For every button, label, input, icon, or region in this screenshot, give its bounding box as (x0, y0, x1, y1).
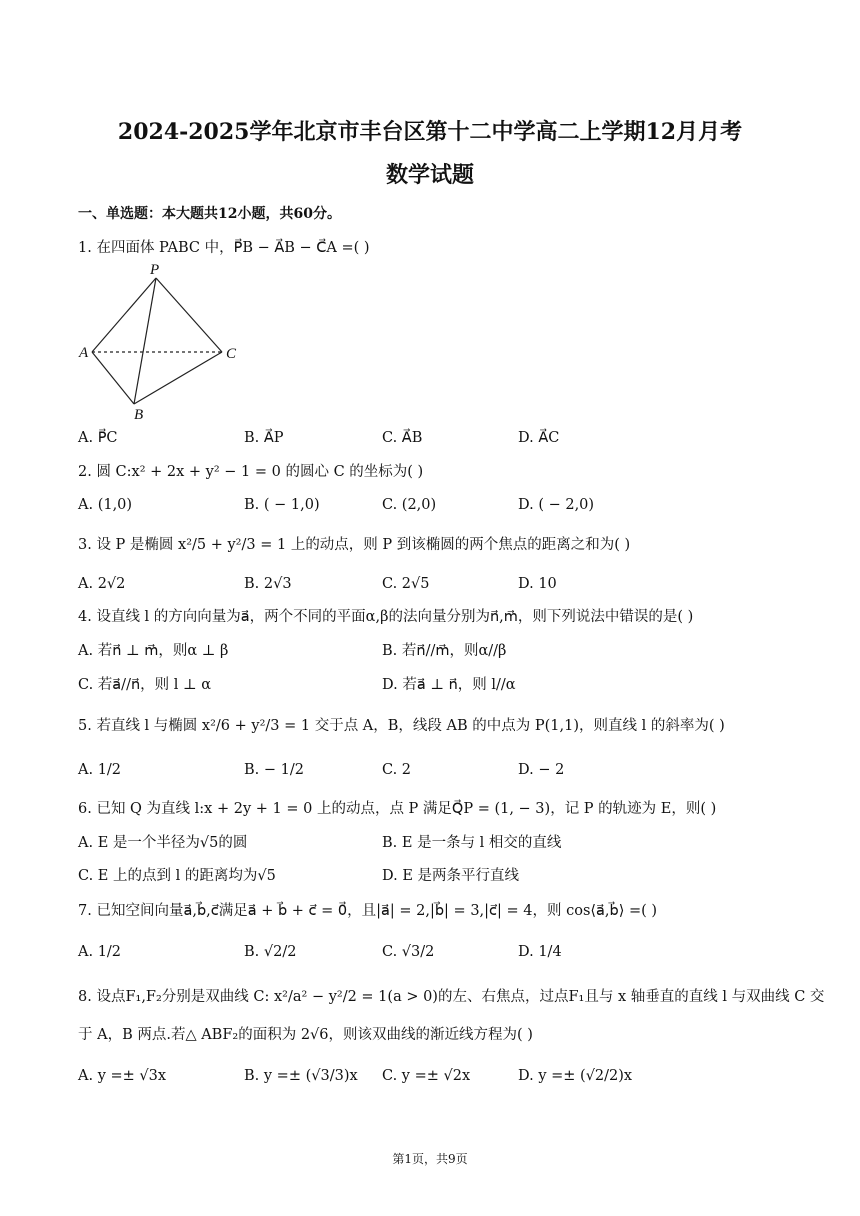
edge-ab (92, 352, 134, 404)
question-5-stem: 5. 若直线 l 与椭圆 x²/6 + y²/3 = 1 交于点 A，B，线段 AB 的中点为 P(1,1)，则直线 l 的斜率为( ) (78, 718, 725, 734)
q2-option-a: A. (1,0) (78, 497, 133, 513)
q7-option-c: C. √3/2 (382, 944, 435, 960)
q2-option-b: B. ( − 1,0) (244, 497, 320, 513)
section-heading: 一、单选题：本大题共12小题，共60分。 (78, 206, 341, 222)
q1-option-c: C. A⃗B (382, 430, 423, 446)
q5-option-d: D. − 2 (518, 762, 565, 778)
q8-option-a: A. y =± √3x (78, 1068, 167, 1084)
question-1-stem: 1. 在四面体 PABC 中，P⃗B − A⃗B − C⃗A =( ) (78, 240, 370, 256)
q4-option-c: C. 若a⃗//n⃗，则 l ⊥ α (78, 677, 212, 693)
edge-pc (156, 278, 222, 352)
page-subtitle: 数学试题 (385, 162, 474, 188)
tetrahedron-figure (70, 258, 250, 423)
question-4-stem: 4. 设直线 l 的方向向量为a⃗，两个不同的平面α,β的法向量分别为n⃗,m⃗，则下列说法中错误的是( ) (78, 609, 694, 625)
q4-option-a: A. 若n⃗ ⊥ m⃗，则α ⊥ β (78, 643, 229, 659)
q8-option-d: D. y =± (√2/2)x (518, 1068, 633, 1084)
q6-option-c: C. E 上的点到 l 的距离均为√5 (78, 868, 276, 884)
q3-option-a: A. 2√2 (78, 576, 126, 592)
q7-option-a: A. 1/2 (78, 944, 122, 960)
label-a: A (79, 345, 89, 361)
question-3-stem: 3. 设 P 是椭圆 x²/5 + y²/3 = 1 上的动点，则 P 到该椭圆的两个焦点的距离之和为( ) (78, 537, 631, 553)
edge-pa (92, 278, 156, 352)
q6-option-b: B. E 是一条与 l 相交的直线 (382, 835, 562, 851)
q5-option-b: B. − 1/2 (244, 762, 304, 778)
edge-cb (134, 352, 222, 404)
q1-option-b: B. A⃗P (244, 430, 284, 446)
q3-option-b: B. 2√3 (244, 576, 292, 592)
q8-option-b: B. y =± (√3/3)x (244, 1068, 358, 1084)
question-8-stem: 8. 设点F₁,F₂分别是双曲线 C: x²/a² − y²/2 = 1(a > 0)的左、右焦点，过点F₁且与 x 轴垂直的直线 l 与双曲线 C 交 (78, 989, 825, 1005)
q4-option-d: D. 若a⃗ ⊥ n⃗，则 l//α (382, 677, 516, 693)
q3-option-c: C. 2√5 (382, 576, 430, 592)
q3-option-d: D. 10 (518, 576, 557, 592)
question-8-stem-continued: 于 A，B 两点.若△ ABF₂的面积为 2√6，则该双曲线的渐近线方程为( ) (78, 1027, 533, 1043)
q4-option-b: B. 若n⃗//m⃗，则α//β (382, 643, 507, 659)
question-7-stem: 7. 已知空间向量a⃗,b⃗,c⃗满足a⃗ + b⃗ + c⃗ = 0⃗，且|a⃗| = 2,|b⃗| = 3,|c⃗| = 4，则 cos⟨a⃗,b⃗⟩ =( ) (78, 903, 658, 919)
q8-option-c: C. y =± √2x (382, 1068, 471, 1084)
q5-option-c: C. 2 (382, 762, 412, 778)
page-title: 2024-2025学年北京市丰台区第十二中学高二上学期12月月考 (117, 119, 743, 145)
q5-option-a: A. 1/2 (78, 762, 122, 778)
edge-pb (134, 278, 156, 404)
label-b: B (134, 407, 144, 423)
label-c: C (226, 346, 237, 362)
q1-option-d: D. A⃗C (518, 430, 560, 446)
q7-option-d: D. 1/4 (518, 944, 562, 960)
q6-option-d: D. E 是两条平行直线 (382, 868, 520, 884)
q2-option-d: D. ( − 2,0) (518, 497, 595, 513)
question-2-stem: 2. 圆 C:x² + 2x + y² − 1 = 0 的圆心 C 的坐标为( ) (78, 464, 424, 480)
page-footer: 第1页，共9页 (392, 1152, 468, 1166)
q6-option-a: A. E 是一个半径为√5的圆 (78, 835, 248, 851)
q7-option-b: B. √2/2 (244, 944, 297, 960)
question-6-stem: 6. 已知 Q 为直线 l:x + 2y + 1 = 0 上的动点，点 P 满足Q⃗P = (1, − 3)，记 P 的轨迹为 E，则( ) (78, 801, 717, 817)
label-p: P (150, 262, 160, 278)
q1-option-a: A. P⃗C (78, 430, 118, 446)
q2-option-c: C. (2,0) (382, 497, 437, 513)
